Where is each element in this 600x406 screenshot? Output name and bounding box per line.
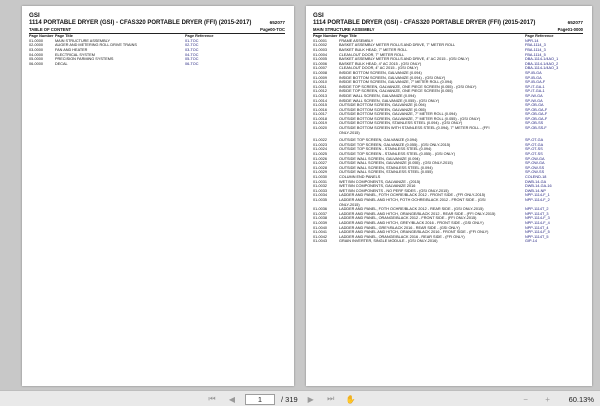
page-title-cell: ONLY-2015): [339, 202, 360, 207]
page-title-cell: DECAL: [55, 61, 68, 66]
page-title-cell: GRAIN INVERTER, SINGLE MODULE - (GSI ONLY-2016): [339, 239, 438, 244]
page-number-cell: 01-0001: [313, 38, 327, 43]
page-reference-cell: 04-TOC: [185, 52, 199, 57]
page-reference-cell: SP-IW-GA: [525, 98, 543, 103]
page-number-cell: 01-0013: [313, 93, 327, 98]
page-number-cell: 01-0018: [313, 116, 327, 121]
page-number-cell: 01-0002: [313, 43, 327, 48]
page-title-cell: LADDER AND PANEL AND HITCH, GREY/BLACK 2016 - FRONT SIDE - (GSI ONLY): [339, 220, 484, 225]
page-number-cell: 01-0023: [313, 142, 327, 147]
page-number-cell: 01-0034: [313, 193, 327, 198]
page-title-cell: COLUMN END PANELS: [339, 175, 381, 180]
page-reference-cell: DWB-14-GA: [525, 179, 547, 184]
document-number: 652077: [269, 20, 285, 25]
page-reference-cell: SP-OW-SS: [525, 170, 545, 175]
page-reference-cell: NPP-1114-F_5: [525, 230, 550, 235]
page-reference-cell: SP-IW-GA: [525, 93, 543, 98]
page-number-cell: 01-0028: [313, 165, 327, 170]
page-number-cell: 01-0006: [313, 61, 327, 66]
page-reference-cell: SP-OB-GA-F: [525, 112, 548, 117]
page-number-cell: 01-0035: [313, 197, 327, 202]
page-number-cell: 03-0000: [29, 47, 43, 52]
page-title-cell: OUTSIDE TOP SCREEN, GALVANIZE (0.055) - (GSI ONLY-2015): [339, 142, 451, 147]
page-title-cell: OUTSIDE BOTTOM SCREEN, GALVANIZE, 7" METER ROLL (0.055) - (GSI ONLY): [339, 116, 481, 121]
document-page-right: [306, 6, 592, 386]
page-reference-cell: SP-OB-GA-F: [525, 116, 548, 121]
page-reference-cell: SP-OT-GA: [525, 142, 544, 147]
page-title-cell: OUTSIDE BOTTOM SCREEN, GALVANIZE (0.055): [339, 107, 426, 112]
page-title-cell: LADDER AND PANEL AND HITCH, ORANGE/BLACK 2012 - REAR SIDE - (FFI ONLY-2015): [339, 211, 496, 216]
page-title-cell: INSIDE TOP SCREEN, GALVANIZE, ONE PIECE SCREEN (0.055) - (GSI ONLY): [339, 84, 477, 89]
document-title: 1114 PORTABLE DRYER (GSI) - CFAS320 PORTABLE DRYER (FFI) (2015-2017): [313, 20, 536, 26]
zoom-in-icon[interactable]: +: [545, 394, 550, 404]
page-title-cell: PRECISION FARMING SYSTEMS: [55, 57, 114, 62]
column-header-page-number: Page Number: [313, 34, 338, 38]
page-number-cell: 01-0027: [313, 161, 327, 166]
page-title-cell: LADDER AND PANEL, ORANGE/BLACK 2016 - REAR SIDE - (FFI ONLY): [339, 234, 465, 239]
page-reference-cell: SP-OT-SS: [525, 152, 543, 157]
page-reference-cell: SP-OB-GA-F: [525, 107, 548, 112]
page-number-cell: 05-0000: [29, 57, 43, 62]
column-header-page-reference: Page Reference: [185, 34, 214, 38]
page-number-cell: 01-0029: [313, 170, 327, 175]
page-number-cell: 01-0032: [313, 184, 327, 189]
page-number-cell: 01-0039: [313, 220, 327, 225]
page-number-cell: 01-0017: [313, 112, 327, 117]
page-title-cell: FRAME ASSEMBLY: [339, 38, 374, 43]
page-title-cell: LADDER AND PANEL AND HITCH, ORANGE/BLACK 2016 - FRONT SIDE - (FFI ONLY): [339, 230, 489, 235]
page-number-cell: 01-0036: [313, 207, 327, 212]
page-reference-cell: 03-TOC: [185, 47, 199, 52]
page-number-cell: 01-0011: [313, 84, 327, 89]
page-number-cell: 01-0010: [313, 80, 327, 85]
column-header-page-title: Page Title: [339, 34, 357, 38]
page-reference-cell: SP-OB-SS-F: [525, 126, 547, 131]
page-reference-cell: 05-TOC: [185, 57, 199, 62]
page-reference-cell: SP-IB-GA: [525, 70, 542, 75]
page-number-cell: 01-0009: [313, 75, 327, 80]
zoom-level[interactable]: 60.13%: [568, 394, 594, 404]
page-title-cell: OUTSIDE BOTTOM SCREEN, GALVANIZE (0.094): [339, 103, 426, 108]
previous-page-icon[interactable]: ◀: [228, 394, 236, 404]
page-reference-cell: [525, 131, 583, 136]
page-title-cell: BASKET BULK HEAD, 7" METER ROLL: [339, 47, 408, 52]
page-title-cell: INSIDE WALL SCREEN, GALVANIZE (0.055) - (GSI ONLY): [339, 98, 440, 103]
page-title-cell: LADDER AND PANEL, FOTH OCHRE/BLACK 2012 - REAR SIDE - (GSI ONLY-2015): [339, 207, 484, 212]
page-reference-cell: FBA-1114_5: [525, 52, 546, 57]
page-title-cell: INSIDE BOTTOM SCREEN, GALVANIZE (0.094): [339, 70, 422, 75]
page-title-cell: INSIDE WALL SCREEN, GALVANIZE (0.094): [339, 93, 416, 98]
page-title-cell: WET BIN COMPONENTS - NO PERF SIDES - (GSI ONLY-2015): [339, 188, 449, 193]
brand-label: GSI: [313, 12, 324, 19]
page-number-cell: 01-0003: [313, 47, 327, 52]
page-reference-cell: SP-IB-GA: [525, 75, 542, 80]
page-number-cell: 01-0012: [313, 89, 327, 94]
page-number-cell: 01-0033: [313, 188, 327, 193]
page-title-cell: FAN AND HEATER: [55, 47, 88, 52]
page-number-cell: 04-0000: [29, 52, 43, 57]
page-reference-cell: NPP-1114T_2: [525, 207, 549, 212]
page-reference-cell: NPP-1114-F_4: [525, 220, 550, 225]
brand-label: GSI: [29, 12, 40, 19]
document-page-left: [22, 6, 294, 386]
page-title-cell: OUTSIDE BOTTOM SCREEN, STAINLESS STEEL (0.094) - (GSI ONLY): [339, 121, 463, 126]
page-reference-cell: SP-OT-GA: [525, 138, 544, 143]
page-title-cell: CLEAN-OUT DOOR, 7" METER ROLL: [339, 52, 405, 57]
page-title-cell: LADDER AND PANEL, ORANGE/BLACK 2012 - FRONT SIDE - (FFI ONLY-2015): [339, 216, 477, 221]
total-pages-label: / 319: [281, 394, 298, 404]
page-reference-cell: FBA-1114_3: [525, 47, 546, 52]
page-title-cell: AUGER AND METERING ROLL DRIVE TRAINS: [55, 43, 137, 48]
page-title-cell: OUTSIDE BOTTOM SCREEN, GALVANIZE, 7" METER ROLL (0.094): [339, 112, 457, 117]
page-reference-cell: 01-TOC: [185, 38, 199, 43]
column-header-page-title: Page Title: [55, 34, 73, 38]
page-reference-cell: DBA-1114-1/4AO_3: [525, 66, 559, 71]
document-title: 1114 PORTABLE DRYER (GSI) - CFAS320 PORTABLE DRYER (FFI) (2015-2017): [29, 20, 252, 26]
page-title-cell: WET BIN COMPONENTS, GALVANIZE 2016: [339, 184, 416, 189]
page-number-cell: 02-0000: [29, 43, 43, 48]
section-title: MAIN STRUCTURE ASSEMBLY: [313, 27, 375, 32]
page-title-cell: MAIN STRUCTURE ASSEMBLY: [55, 38, 110, 43]
page-number-cell: 01-0016: [313, 107, 327, 112]
page-title-cell: CLEAN-OUT DOOR, 4" AC 2015 - (GSI ONLY): [339, 66, 419, 71]
page-reference-cell: 06-TOC: [185, 61, 199, 66]
page-reference-cell: DBA-1114-1/4AO_2: [525, 61, 559, 66]
table-row[interactable]: [313, 239, 583, 244]
page-reference-cell: NPP-1114T_3: [525, 211, 549, 216]
hand-tool-icon[interactable]: ✋: [345, 394, 356, 404]
toc-table: [29, 39, 285, 67]
page-number-cell: 01-0019: [313, 121, 327, 126]
page-title-cell: OUTSIDE WALL SCREEN, STAINLESS STEEL (0.055): [339, 170, 433, 175]
page-title-cell: ONLY-2015): [339, 130, 360, 135]
table-row[interactable]: [313, 131, 583, 136]
page-reference-cell: COLEND-18: [525, 175, 547, 180]
page-number-cell: [313, 131, 339, 136]
page-title-cell: OUTSIDE WALL SCREEN, STAINLESS STEEL (0.094): [339, 165, 433, 170]
page-title-cell: OUTSIDE TOP SCREEN - STAINLESS STEEL (0.055) - (GSI ONLY): [339, 152, 455, 157]
page-number-cell: 06-0000: [29, 61, 43, 66]
section-reference: Page01-0000: [557, 27, 583, 32]
page-number-cell: 01-0004: [313, 52, 327, 57]
next-page-icon[interactable]: ▶: [307, 394, 314, 404]
page-reference-cell: SP-OT-SS: [525, 147, 543, 152]
page-number-cell: 01-0025: [313, 152, 327, 157]
page-number-cell: 01-0014: [313, 98, 327, 103]
page-number-cell: 01-0040: [313, 225, 327, 230]
page-reference-cell: NPP-1114T_5: [525, 234, 549, 239]
page-title-cell: BASKET BULK HEAD, 4" AC 2015 - (GSI ONLY): [339, 61, 422, 66]
page-number-cell: 01-0041: [313, 230, 327, 235]
page-number-cell: 01-0005: [313, 57, 327, 62]
page-reference-cell: SP-OB-SS: [525, 121, 544, 126]
last-page-icon[interactable]: ⏭: [327, 394, 335, 403]
page-number-cell: 01-0031: [313, 179, 327, 184]
page-number-cell: 01-0037: [313, 211, 327, 216]
page-title-cell: INSIDE BOTTOM SCREEN, GALVANIZE (0.094) - (GSI ONLY): [339, 75, 446, 80]
page-title-cell: WET BIN COMPONENTS, GALVANIZE - (2015): [339, 179, 421, 184]
page-title-cell: BASKET ASSEMBLY METER ROLLS AND DRIVE, 4" AC 2015 - (GSI ONLY): [339, 57, 469, 62]
page-number-cell: 01-0015: [313, 103, 327, 108]
page-reference-cell: NPP-1114-F_3: [525, 216, 550, 221]
page-number-cell: 01-0007: [313, 66, 327, 71]
page-number-input[interactable]: [245, 394, 275, 405]
page-title-cell: OUTSIDE WALL SCREEN, GALVANIZE (0.094): [339, 156, 420, 161]
page-title-cell: LADDER AND PANEL, GREY/BLACK 2016 - REAR SIDE - (GSI ONLY): [339, 225, 460, 230]
page-title-cell: INSIDE TOP SCREEN, GALVANIZE, ONE PIECE SCREEN (0.055): [339, 89, 453, 94]
section-title: TABLE OF CONTENT: [29, 27, 72, 32]
page-number-cell: 01-0024: [313, 147, 327, 152]
page-title-cell: OUTSIDE TOP SCREEN - STAINLESS STEEL (0.094): [339, 147, 432, 152]
parts-page-table: [313, 39, 583, 244]
page-number-cell: 01-0000: [29, 38, 43, 43]
page-reference-cell: NPR-14: [525, 38, 539, 43]
page-reference-cell: SP-OW-GA: [525, 156, 545, 161]
page-reference-cell: SP-IB-GA-F: [525, 80, 546, 85]
page-number-cell: 01-0022: [313, 138, 327, 143]
page-title-cell: BASKET ASSEMBLY METER ROLLS AND DRIVE, 7" METER ROLL: [339, 43, 456, 48]
pdf-viewer-toolbar: [0, 390, 600, 406]
page-reference-cell: NPP-1114-F_1: [525, 193, 550, 198]
page-number-cell: 01-0038: [313, 216, 327, 221]
zoom-out-icon[interactable]: −: [523, 394, 528, 404]
table-row[interactable]: [29, 62, 285, 67]
page-number-cell: 01-0043: [313, 239, 327, 244]
page-reference-cell: SP-OB-GA: [525, 103, 544, 108]
document-number: 652077: [567, 20, 583, 25]
page-number-cell: 01-0042: [313, 234, 327, 239]
page-reference-cell: 02-TOC: [185, 43, 199, 48]
page-reference-cell: DWB-14-NP: [525, 188, 546, 193]
page-reference-cell: DBA-1114-1/4AO_1: [525, 57, 559, 62]
page-number-cell: 01-0026: [313, 156, 327, 161]
page-reference-cell: NPP-1114T_4: [525, 225, 549, 230]
page-title-cell: LADDER AND PANEL, FOTH OCHRE/BLACK 2012 - FRONT SIDE - (FFI ONLY-2015): [339, 193, 486, 198]
section-reference: Page00-TOC: [260, 27, 285, 32]
page-reference-cell: DWB-14-GA-16: [525, 184, 552, 189]
page-reference-cell: SP-IT-GA-1: [525, 89, 545, 94]
page-reference-cell: GIP-14: [525, 239, 538, 244]
page-title-cell: ELECTRICAL SYSTEM: [55, 52, 95, 57]
column-header-page-number: Page Number: [29, 34, 54, 38]
page-title-cell: OUTSIDE TOP SCREEN, GALVANIZE (0.094): [339, 138, 418, 143]
page-reference-cell: SP-OW-SS: [525, 165, 545, 170]
page-reference-cell: SP-OW-GA: [525, 161, 545, 166]
page-title-cell: LADDER AND PANEL AND HITCH, FOTH OCHRE/BLACK 2012 - FRONT SIDE - (GSI: [339, 197, 486, 202]
page-title-cell: OUTSIDE WALL SCREEN, GALVANIZE (0.055) - (GSI ONLY-2015): [339, 161, 453, 166]
page-title-cell: INSIDE BOTTOM SCREEN, GALVANIZE, 7" METER ROLL (0.094): [339, 80, 453, 85]
column-header-page-reference: Page Reference: [525, 34, 554, 38]
page-number-cell: 01-0020: [313, 126, 327, 131]
first-page-icon[interactable]: ⏮: [208, 394, 216, 403]
page-reference-cell: SP-IT-GA-1: [525, 84, 545, 89]
page-title-cell: OUTSIDE BOTTOM SCREEN WITH STAINLESS STEEL (0.094), 7" METER ROLL - (FFI: [339, 126, 490, 131]
page-reference-cell: NPP-1114-F_2: [525, 197, 550, 202]
page-number-cell: 01-0008: [313, 70, 327, 75]
page-number-cell: 01-0030: [313, 175, 327, 180]
page-reference-cell: FBA-1114_3: [525, 43, 546, 48]
